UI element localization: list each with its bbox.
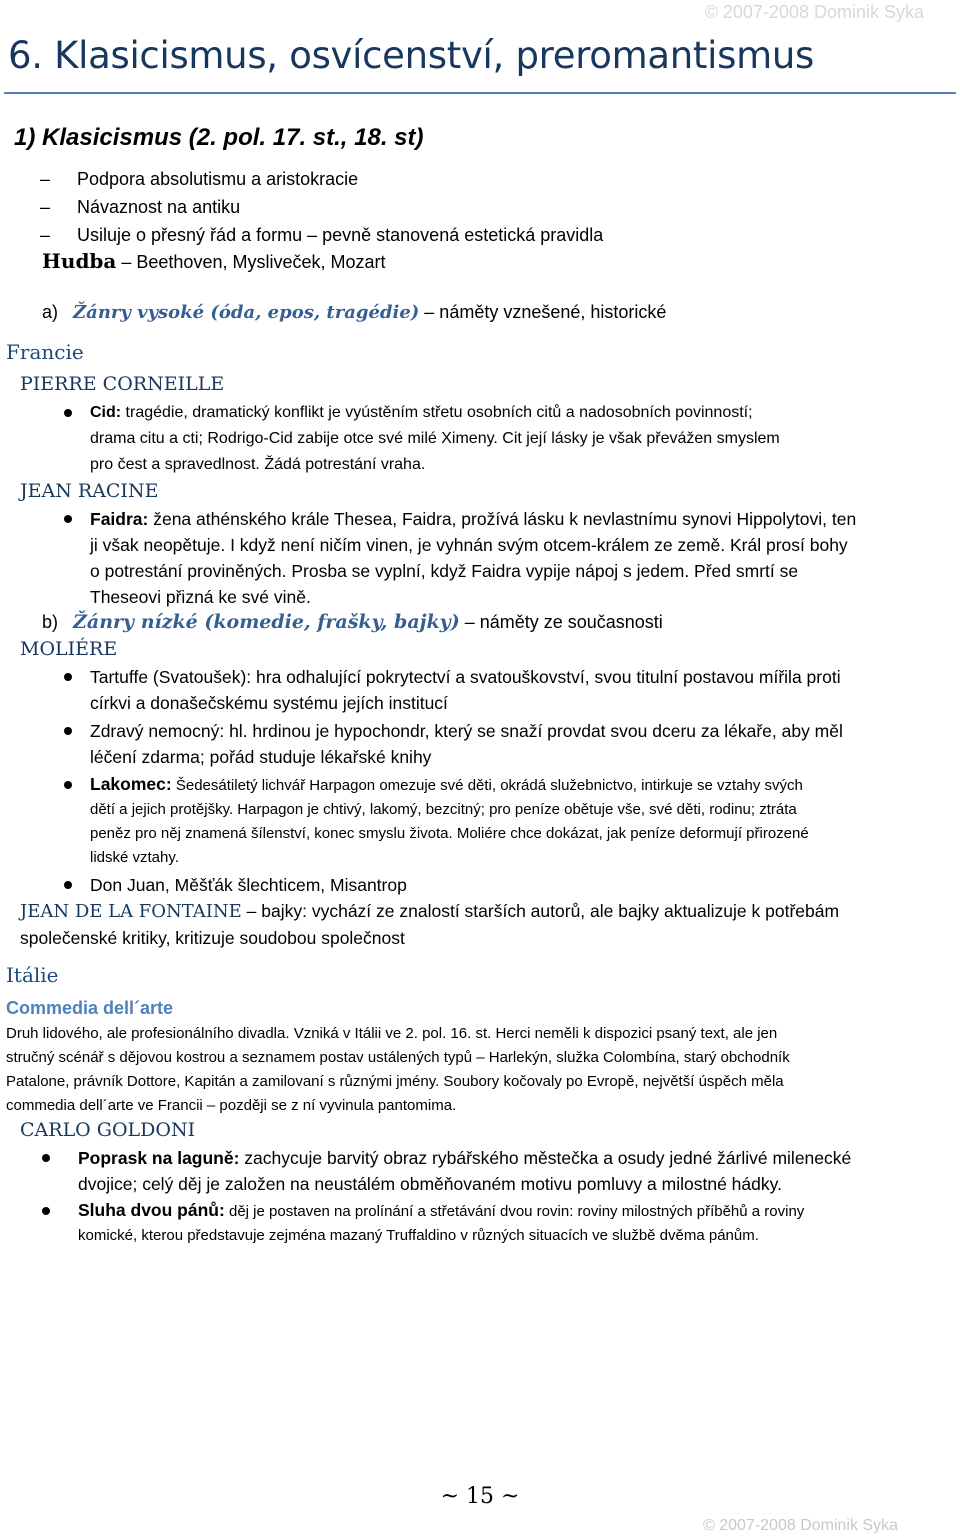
work-title: Faidra: (90, 509, 149, 529)
country-heading-francie: Francie (6, 340, 84, 364)
para-line: Šedesátiletý lichvář Harpagon omezuje své děti, okrádá služebnictvo, intirkuje se vztahy svých (171, 777, 803, 794)
dash-list (40, 165, 603, 249)
bullet-icon (64, 727, 72, 735)
bullet-icon (64, 515, 72, 523)
zdravy-paragraph (90, 718, 954, 770)
para-line: Druh lidového, ale profesionálního divadla. Vzniká v Itálii ve 2. pol. 16. st. Herci neměli k dispozici psaný text, ale jen (6, 1025, 778, 1042)
bullet-icon (64, 781, 72, 789)
subsection-prefix: b) (42, 612, 59, 632)
bullet-icon (64, 881, 72, 889)
para-line: žena athénského krále Thesea, Faidra, prožívá lásku k nevlastnímu synovi Hippolytovi, ten (148, 509, 857, 529)
para-line: Patalone, právník Dottore, Kapitán a zamilovaní s různými jmény. Soubory kočovaly po Evropě, největší úspěch měla (6, 1073, 784, 1090)
para-line: léčení zdarma; pořád studuje lékařské knihy (90, 747, 432, 767)
work-title: Lakomec: (90, 774, 172, 794)
para-line: Theseovi přizná ke své vině. (90, 587, 311, 607)
sluha-paragraph (78, 1198, 954, 1248)
para-line: církvi a donašečskému systému jejích institucí (90, 693, 448, 713)
para-line: dvojice; celý děj je založen na neustálém obměňovaném motivu pomluvy a milostné hádky. (78, 1174, 782, 1194)
commedia-heading: Commedia dell´arte (6, 998, 174, 1018)
country-heading-italie: Itálie (6, 963, 59, 987)
para-line: – bajky: vychází ze znalostí starších autorů, ale bajky aktualizuje k potřebám (241, 901, 840, 921)
work-title: Poprask na laguně: (78, 1148, 240, 1168)
tartuffe-paragraph (90, 664, 954, 716)
footer-copyright: © 2007-2008 Dominik Syka (703, 1517, 898, 1534)
subsection-genres: Žánry vysoké (óda, epos, tragédie) (73, 302, 420, 323)
subsection-text: – náměty vznešené, historické (419, 302, 667, 322)
subsection-text: – náměty ze současnosti (459, 612, 663, 632)
subsection-genres: Žánry nízké (komedie, frašky, bajky) (73, 611, 460, 633)
hudba-text: – Beethoven, Mysliveček, Mozart (116, 252, 386, 272)
para-line: drama citu a cti; Rodrigo-Cid zabije otce své milé Ximeny. Cit její lásky je však převážen smyslem (90, 430, 780, 447)
para-line: společenské kritiky, kritizuje soudobou společnost (20, 928, 405, 948)
page-number: ~ 15 ~ (440, 1484, 520, 1509)
para-line: commedia dell´arte ve Francii – později se z ní vyvinula pantomima. (6, 1097, 457, 1114)
hudba-label: Hudba (42, 249, 117, 273)
corneille-paragraph (90, 400, 954, 478)
list-item-text: Podpora absolutismu a aristokracie (77, 169, 359, 189)
page-title: 6. Klasicismus, osvícenství, preromantismus (8, 34, 814, 77)
para-line: komické, kterou představuje zejména mazaný Truffaldino v různých situacích ve službě dvěma pánům. (78, 1227, 759, 1244)
para-line: stručný scénář s dějovou kostrou a seznamem postav ustálených typů – Harlekýn, služka Colombína, starý obchodník (6, 1049, 790, 1066)
author-name: CARLO GOLDONI (20, 1119, 196, 1141)
dash-marker: – (40, 197, 51, 217)
poprask-paragraph (78, 1145, 954, 1197)
bullet-icon (42, 1207, 50, 1215)
para-line: pro čest a spravedlnost. Žádá potrestání vraha. (90, 456, 426, 473)
work-title: Sluha dvou pánů: (78, 1200, 225, 1220)
para-line: zachycuje barvitý obraz rybářského městečka a osudy jedné žárlivé milenecké (239, 1148, 852, 1168)
list-item (40, 221, 603, 249)
work-title: Cid: (90, 404, 122, 421)
fontaine-paragraph (20, 898, 954, 951)
list-item-text: Návaznost na antiku (77, 197, 241, 217)
hudba-line (42, 249, 386, 273)
para-line: děj je postaven na prolínání a střetávání dvou rovin: roviny milostných příběhů a roviny (224, 1203, 805, 1220)
subsection-prefix: a) (42, 302, 59, 322)
dash-marker: – (40, 225, 51, 245)
subsection-b (42, 611, 663, 633)
author-name: JEAN DE LA FONTAINE (20, 901, 242, 922)
subsection-a (42, 302, 666, 323)
para-line: Zdravý nemocný: hl. hrdinou je hypochondr, který se snaží provdat svou dceru za lékaře, aby měl (90, 721, 843, 741)
para-line: o potrestání proviněných. Prosba se vyplní, když Faidra vypije nápoj s jedem. Před smrtí se (90, 561, 799, 581)
bullet-icon (64, 409, 72, 417)
dash-marker: – (40, 169, 51, 189)
bullet-icon (64, 673, 72, 681)
para-line: tragédie, dramatický konflikt je vyústěním střetu osobních citů a nadosobních povinností; (121, 404, 753, 421)
list-item-text: Usiluje o přesný řád a formu – pevně stanovená estetická pravidla (77, 225, 604, 245)
para-line: lidské vztahy. (90, 849, 179, 866)
list-item (40, 165, 603, 193)
para-line: Tartuffe (Svatoušek): hra odhalující pokrytectví a svatouškovství, svou titulní postavou mířila proti (90, 667, 841, 687)
author-name: JEAN RACINE (20, 480, 159, 502)
author-name: PIERRE CORNEILLE (20, 373, 225, 395)
list-item (40, 193, 603, 221)
bullet-icon (42, 1154, 50, 1162)
author-name: MOLIÉRE (20, 638, 118, 660)
commedia-paragraph (6, 1022, 954, 1118)
lakomec-paragraph (90, 772, 954, 870)
para-line: peněz pro něj znamená šílenství, konec smyslu života. Moliére chce dokázat, jak peníze deformují přirozené (90, 825, 809, 842)
title-divider (4, 92, 956, 94)
para-line: ji však neopětuje. I když není ničím vinen, je vyhnán svým otcem-králem ze země. Král prosí bohy (90, 535, 848, 555)
racine-paragraph (90, 506, 954, 610)
moliere-other-works: Don Juan, Měšťák šlechticem, Misantrop (90, 875, 407, 895)
header-copyright: © 2007-2008 Dominik Syka (704, 2, 924, 22)
para-line: dětí a jejich protějšky. Harpagon je chtivý, lakomý, bezcitný; pro peníze obětuje vše, své děti, rodinu; ztráta (90, 801, 797, 818)
section-heading-klasicismus: 1) Klasicismus (2. pol. 17. st., 18. st) (14, 124, 424, 151)
